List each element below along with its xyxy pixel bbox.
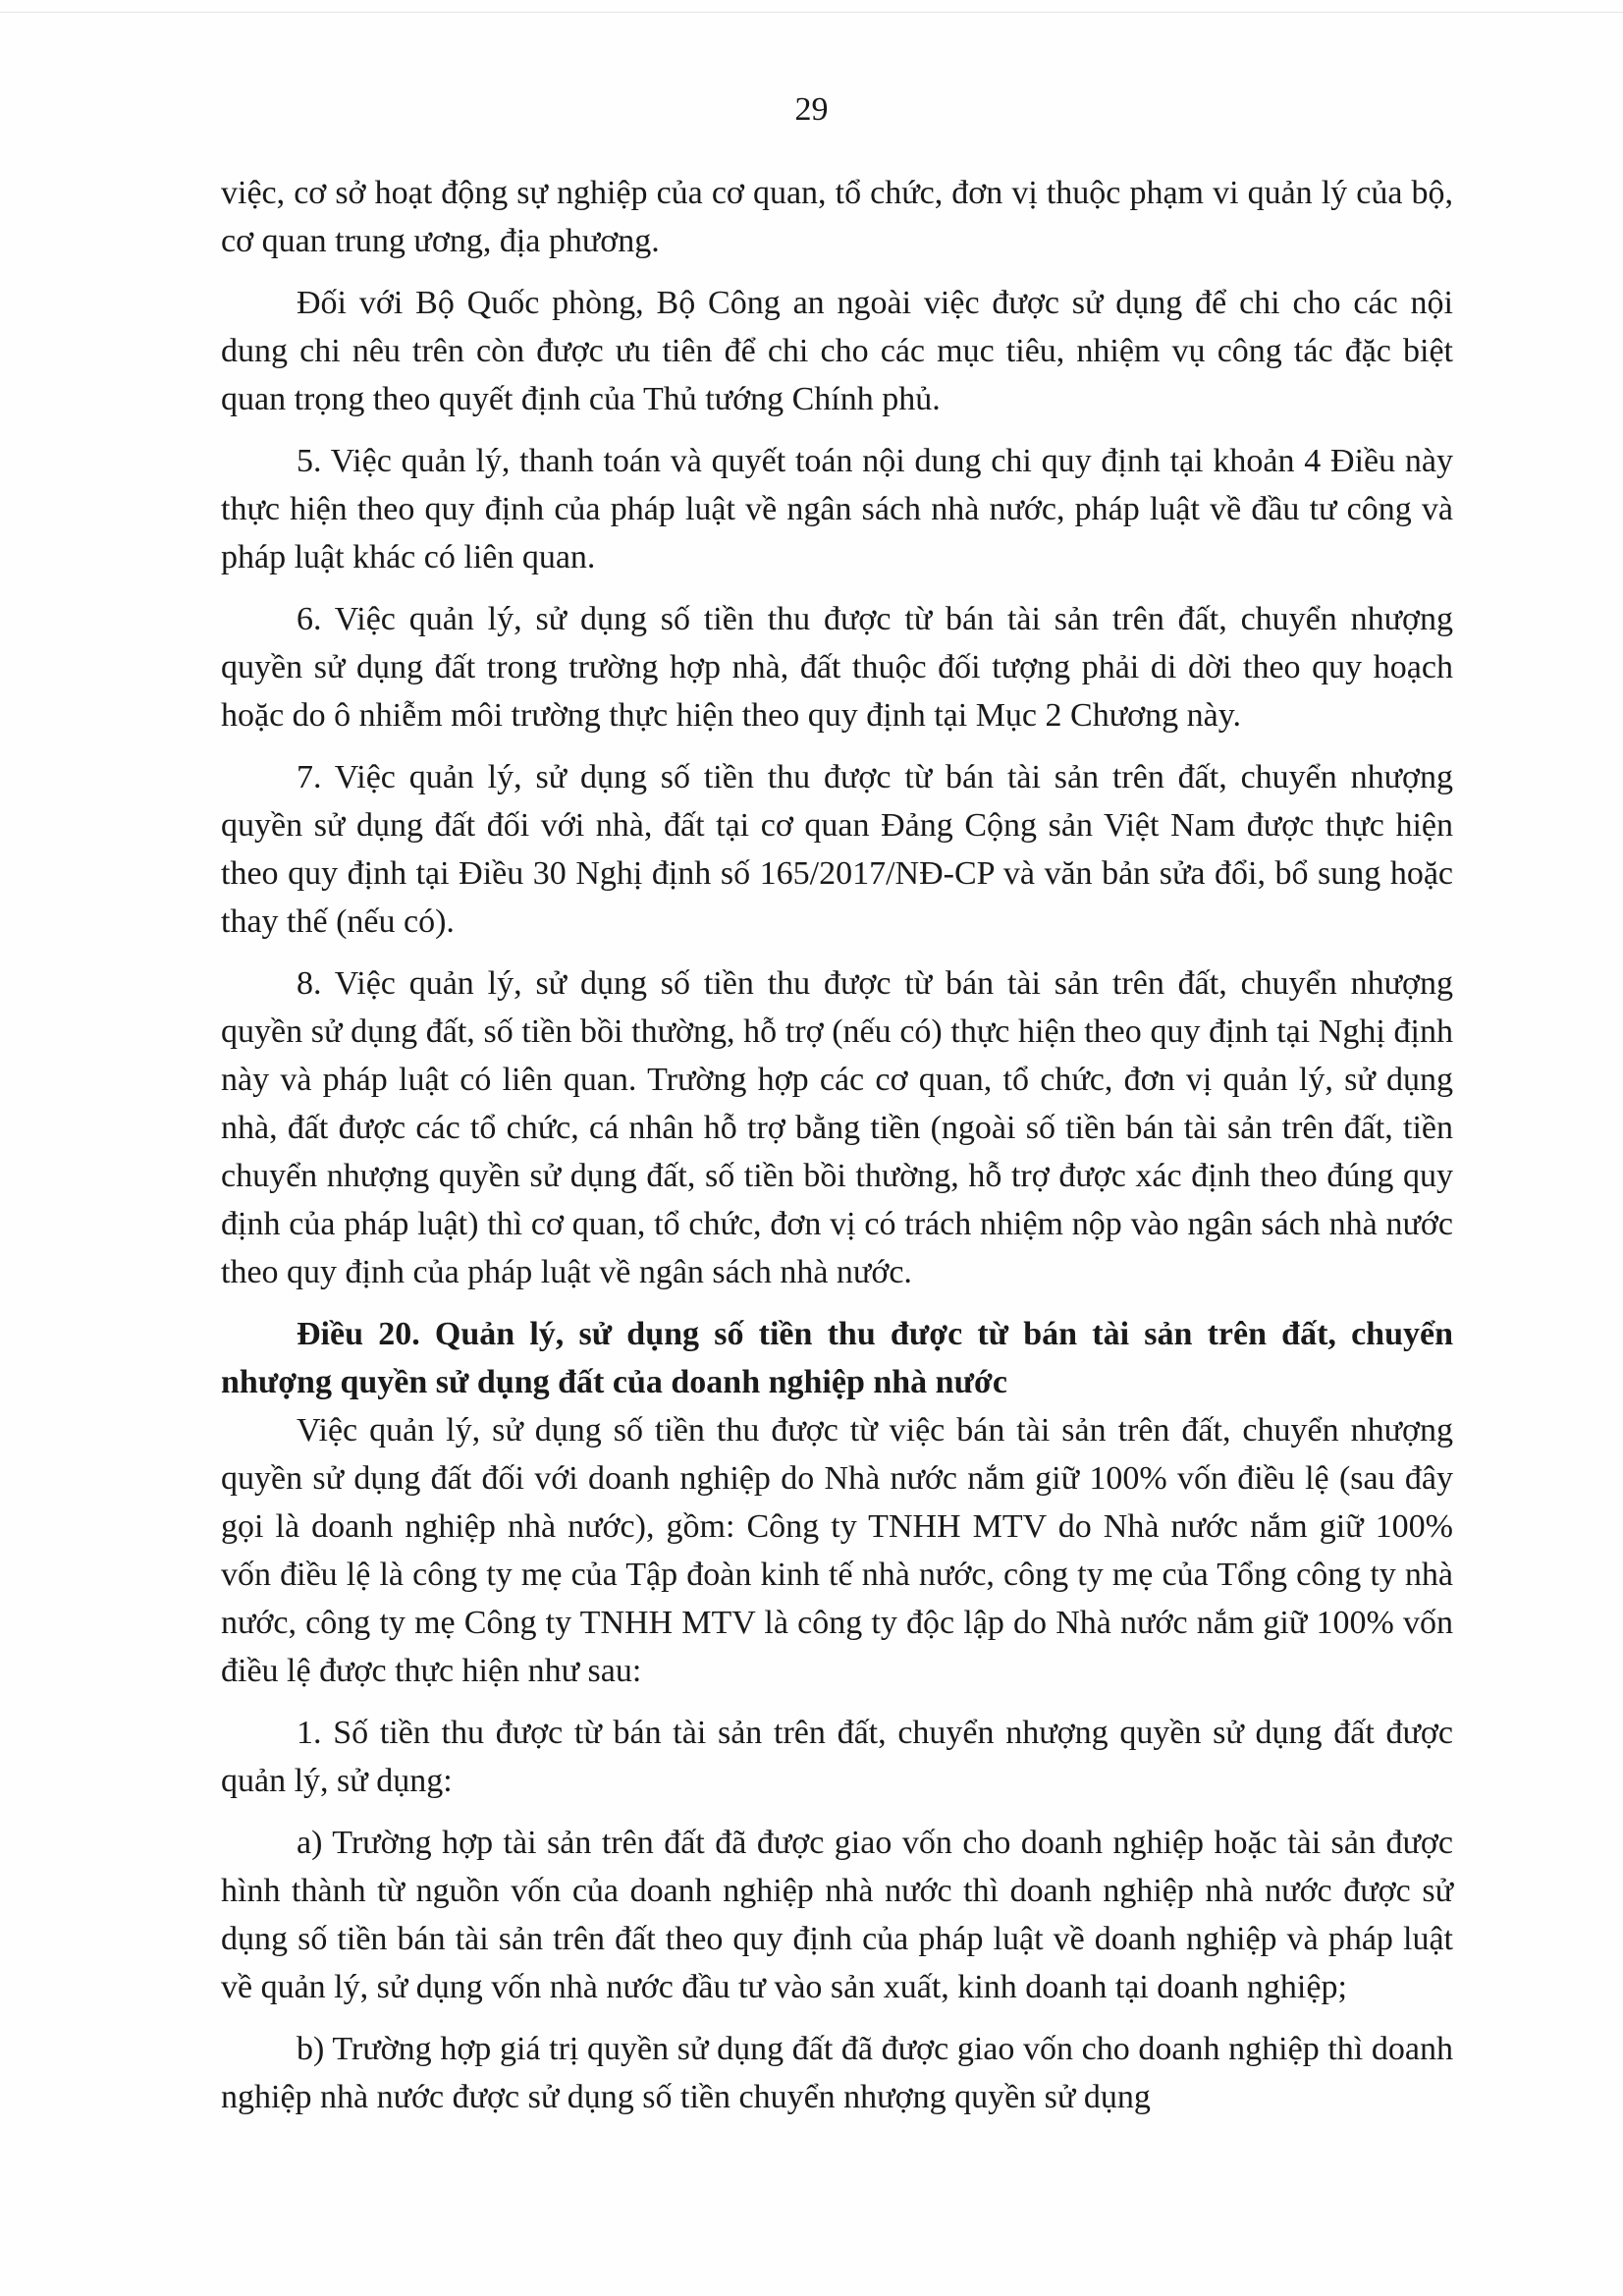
article-20-clause-1: 1. Số tiền thu được từ bán tài sản trên đất, chuyển nhượng quyền sử dụng đất được quản lý, sử dụng: xyxy=(221,1715,1453,1799)
paragraph-defense-security: Đối với Bộ Quốc phòng, Bộ Công an ngoài việc được sử dụng để chi cho các nội dung chi nêu trên còn được ưu tiên để chi cho các mục tiêu, nhiệm vụ công tác đặc biệt quan trọng theo quyết định của Thủ tướng Chính phủ. xyxy=(221,285,1453,417)
paragraph-item-5: 5. Việc quản lý, thanh toán và quyết toán nội dung chi quy định tại khoản 4 Điều này thực hiện theo quy định của pháp luật về ngân sách nhà nước, pháp luật về đầu tư công và pháp luật khác có liên quan. xyxy=(221,443,1453,575)
paragraph-item-6: 6. Việc quản lý, sử dụng số tiền thu được từ bán tài sản trên đất, chuyển nhượng quyền sử dụng đất trong trường hợp nhà, đất thuộc đối tượng phải di dời theo quy hoạch hoặc do ô nhiễm môi trường thực hiện theo quy định tại Mục 2 Chương này. xyxy=(221,601,1453,734)
scan-edge-line xyxy=(0,12,1623,13)
document-body xyxy=(221,169,1453,2121)
article-20-point-b: b) Trường hợp giá trị quyền sử dụng đất đã được giao vốn cho doanh nghiệp thì doanh nghiệp nhà nước được sử dụng số tiền chuyển nhượng quyền sử dụng xyxy=(221,2031,1453,2115)
article-20-intro: Việc quản lý, sử dụng số tiền thu được từ việc bán tài sản trên đất, chuyển nhượng quyền sử dụng đất đối với doanh nghiệp do Nhà nước nắm giữ 100% vốn điều lệ (sau đây gọi là doanh nghiệp nhà nước), gồm: Công ty TNHH MTV do Nhà nước nắm giữ 100% vốn điều lệ là công ty mẹ của Tập đoàn kinh tế nhà nước, công ty mẹ của Tổng công ty nhà nước, công ty mẹ Công ty TNHH MTV là công ty độc lập do Nhà nước nắm giữ 100% vốn điều lệ được thực hiện như sau: xyxy=(221,1412,1453,1689)
paragraph-continuation: việc, cơ sở hoạt động sự nghiệp của cơ quan, tổ chức, đơn vị thuộc phạm vi quản lý của bộ, cơ quan trung ương, địa phương. xyxy=(221,175,1453,259)
page-number: 29 xyxy=(794,91,829,128)
article-20-point-a: a) Trường hợp tài sản trên đất đã được giao vốn cho doanh nghiệp hoặc tài sản được hình thành từ nguồn vốn của doanh nghiệp nhà nước thì doanh nghiệp nhà nước được sử dụng số tiền bán tài sản trên đất theo quy định của pháp luật về doanh nghiệp và pháp luật về quản lý, sử dụng vốn nhà nước đầu tư vào sản xuất, kinh doanh tại doanh nghiệp; xyxy=(221,1825,1453,2005)
article-20-heading: Điều 20. Quản lý, sử dụng số tiền thu được từ bán tài sản trên đất, chuyển nhượng quyền sử dụng đất của doanh nghiệp nhà nước xyxy=(221,1316,1453,1400)
paragraph-item-8: 8. Việc quản lý, sử dụng số tiền thu được từ bán tài sản trên đất, chuyển nhượng quyền sử dụng đất, số tiền bồi thường, hỗ trợ (nếu có) thực hiện theo quy định tại Nghị định này và pháp luật có liên quan. Trường hợp các cơ quan, tổ chức, đơn vị quản lý, sử dụng nhà, đất được các tổ chức, cá nhân hỗ trợ bằng tiền (ngoài số tiền bán tài sản trên đất, tiền chuyển nhượng quyền sử dụng đất, số tiền bồi thường, hỗ trợ được xác định theo đúng quy định của pháp luật) thì cơ quan, tổ chức, đơn vị có trách nhiệm nộp vào ngân sách nhà nước theo quy định của pháp luật về ngân sách nhà nước. xyxy=(221,965,1453,1290)
paragraph-item-7: 7. Việc quản lý, sử dụng số tiền thu được từ bán tài sản trên đất, chuyển nhượng quyền sử dụng đất đối với nhà, đất tại cơ quan Đảng Cộng sản Việt Nam được thực hiện theo quy định tại Điều 30 Nghị định số 165/2017/NĐ-CP và văn bản sửa đổi, bổ sung hoặc thay thế (nếu có). xyxy=(221,759,1453,940)
